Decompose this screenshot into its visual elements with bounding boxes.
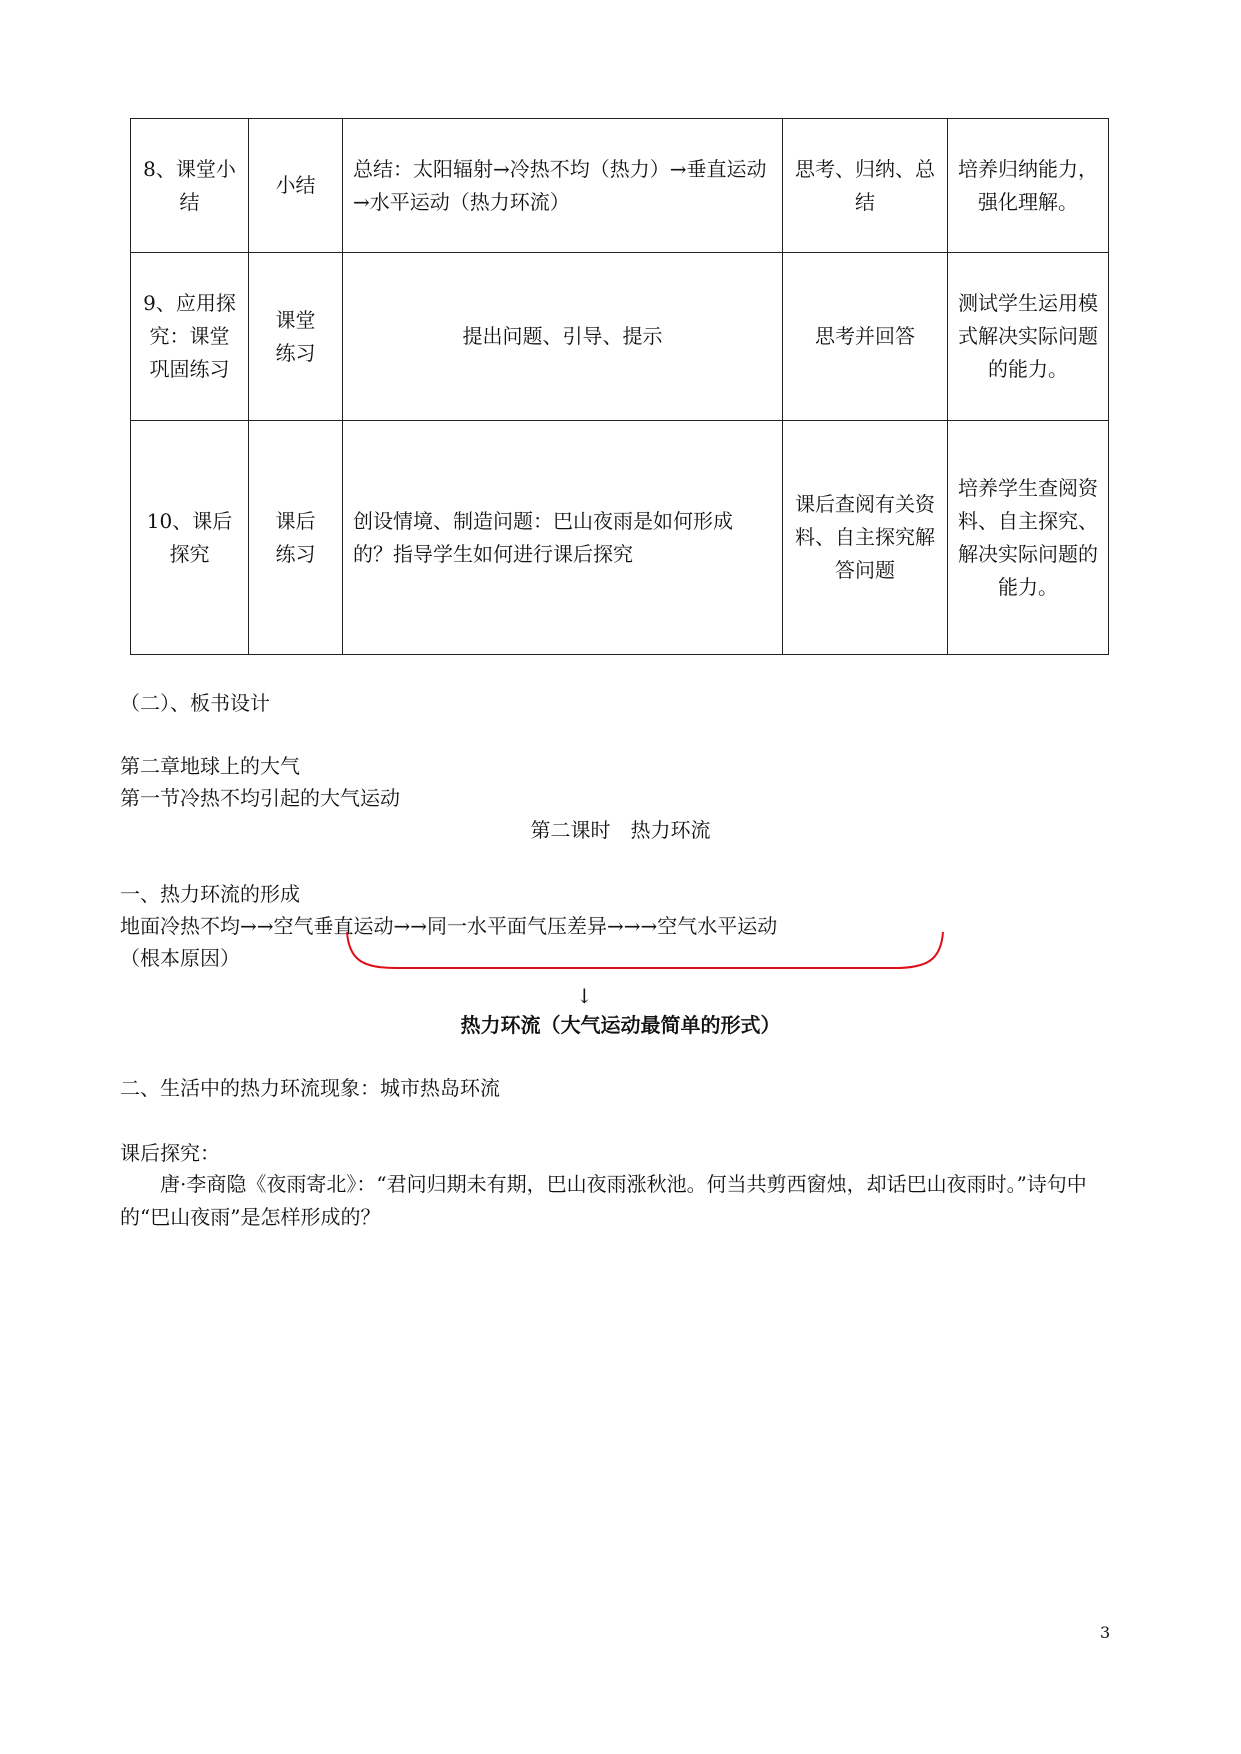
part2-text: 二、生活中的热力环流现象：城市热岛环流 bbox=[120, 1076, 500, 1100]
section-title: 第一节冷热不均引起的大气运动 bbox=[120, 786, 400, 810]
intent-cell: 培养学生查阅资料、自主探究、解决实际问题的能力。 bbox=[948, 421, 1109, 655]
table-row bbox=[131, 119, 1109, 253]
root-cause: （根本原因） bbox=[120, 946, 240, 970]
step-cell: 9、应用探究：课堂巩固练习 bbox=[131, 253, 249, 421]
intent-cell: 培养归纳能力，强化理解。 bbox=[948, 119, 1109, 253]
result-text: 热力环流（大气运动最简单的形式） bbox=[460, 1013, 781, 1037]
type-cell: 课堂练习 bbox=[249, 253, 343, 421]
step-cell: 10、课后探究 bbox=[131, 421, 249, 655]
teacher-cell: 总结：太阳辐射→冷热不均（热力）→垂直运动→水平运动（热力环流） bbox=[343, 119, 783, 253]
lesson-title: 第二课时 热力环流 bbox=[530, 818, 711, 842]
student-cell: 课后查阅有关资料、自主探究解答问题 bbox=[783, 421, 948, 655]
down-arrow-icon: ↓ bbox=[576, 984, 593, 1008]
chapter-title: 第二章地球上的大气 bbox=[120, 754, 300, 778]
board-heading: （二）、板书设计 bbox=[120, 691, 270, 715]
teacher-cell: 提出问题、引导、提示 bbox=[343, 253, 783, 421]
student-cell: 思考并回答 bbox=[783, 253, 948, 421]
table-row bbox=[131, 253, 1109, 421]
red-brace bbox=[345, 930, 945, 972]
student-cell: 思考、归纳、总结 bbox=[783, 119, 948, 253]
part1-title: 一、热力环流的形成 bbox=[120, 882, 300, 906]
step-cell: 8、课堂小结 bbox=[131, 119, 249, 253]
page-number: 3 bbox=[1100, 1623, 1111, 1642]
table-row bbox=[131, 421, 1109, 655]
type-cell: 课后练习 bbox=[249, 421, 343, 655]
type-cell: 小结 bbox=[249, 119, 343, 253]
lesson-plan-table bbox=[130, 118, 1109, 655]
intent-cell: 测试学生运用模式解决实际问题的能力。 bbox=[948, 253, 1109, 421]
homework-text: 唐·李商隐《夜雨寄北》：“君问归期未有期，巴山夜雨涨秋池。何当共剪西窗烛，却话巴山夜雨时。”诗句中的“巴山夜雨”是怎样形成的？ bbox=[120, 1172, 1087, 1229]
flow-line: 地面冷热不均→→空气垂直运动→→同一水平面气压差异→→→空气水平运动 bbox=[120, 914, 778, 938]
teacher-cell: 创设情境、制造问题：巴山夜雨是如何形成的？指导学生如何进行课后探究 bbox=[343, 421, 783, 655]
homework-title: 课后探究： bbox=[120, 1141, 220, 1165]
